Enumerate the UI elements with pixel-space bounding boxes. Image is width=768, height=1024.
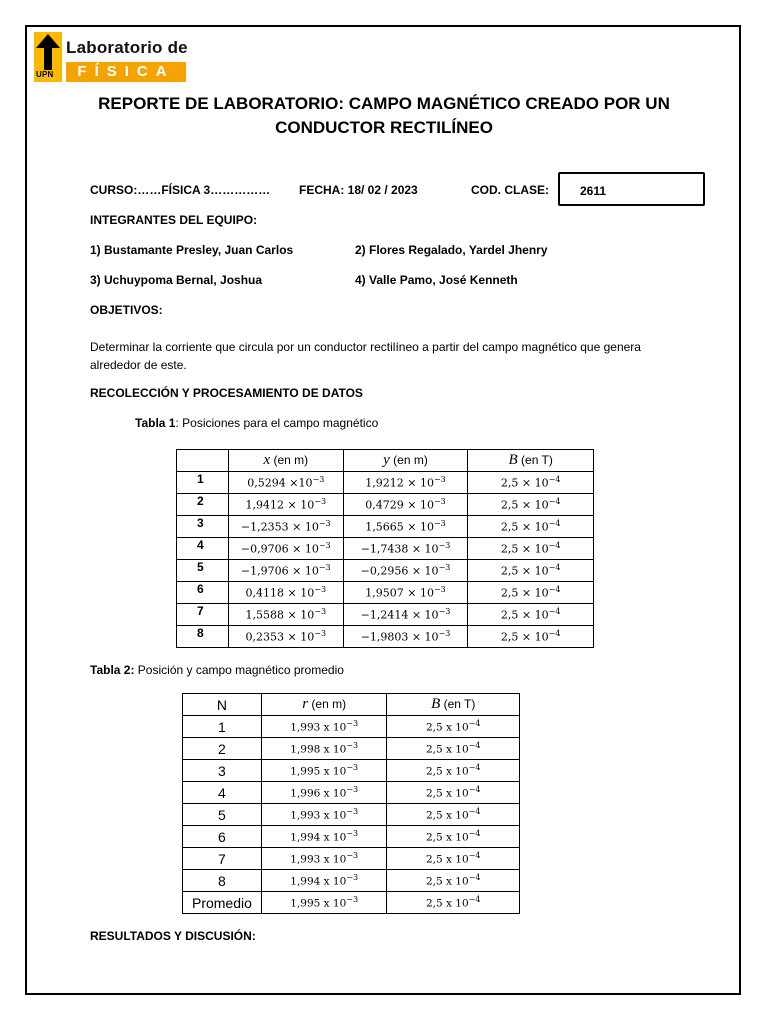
header-b	[387, 694, 520, 716]
header-b-unit: (en T)	[517, 453, 553, 467]
row-index: 5	[183, 804, 262, 826]
b-value-exponent: −4	[468, 785, 481, 795]
b-value	[387, 738, 520, 760]
logo-org: UPN	[36, 70, 54, 79]
y-value-exponent: −3	[433, 519, 446, 529]
table-header-row	[177, 450, 594, 472]
table-row	[177, 472, 594, 494]
y-value-mantissa: 1,5665 × 10	[365, 520, 434, 534]
team-member-1: 1) Bustamante Presley, Juan Carlos	[90, 243, 294, 257]
row-index: 3	[177, 516, 229, 538]
x-value-exponent: −3	[318, 541, 331, 551]
y-value	[343, 560, 468, 582]
b-value-mantissa: 2,5 x 10	[426, 831, 469, 844]
y-value-mantissa: −1,9803 × 10	[360, 630, 439, 644]
r-value-mantissa: 1,994 x 10	[290, 875, 347, 888]
x-value-mantissa: −1,9706 × 10	[240, 564, 319, 578]
average-table	[182, 693, 520, 914]
logo-line2: FÍSICA	[66, 62, 186, 82]
x-value-exponent: −3	[318, 563, 331, 573]
table1-caption-text: : Posiciones para el campo magnético	[175, 416, 379, 430]
b-value-mantissa: 2,5 x 10	[426, 809, 469, 822]
table-row	[177, 626, 594, 648]
r-value	[261, 760, 387, 782]
header-b-unit: (en T)	[440, 697, 476, 711]
y-value	[343, 538, 468, 560]
r-value	[261, 826, 387, 848]
b-value-exponent: −4	[468, 719, 481, 729]
table2-caption-text: Posición y campo magnético promedio	[134, 663, 344, 677]
team-member-2: 2) Flores Regalado, Yardel Jhenry	[355, 243, 548, 257]
b-value-mantissa: 2,5 × 10	[500, 542, 549, 556]
b-value-exponent: −4	[548, 519, 561, 529]
row-index: 4	[177, 538, 229, 560]
results-heading: RESULTADOS Y DISCUSIÓN:	[90, 929, 256, 943]
b-value-mantissa: 2,5 x 10	[426, 765, 469, 778]
team-heading: INTEGRANTES DEL EQUIPO:	[90, 213, 258, 227]
objectives-text: Determinar la corriente que circula por un conductor rectilíneo a partir del campo magnético que genera alrededor de este.	[90, 340, 641, 372]
b-value	[468, 516, 594, 538]
header-index	[177, 450, 229, 472]
x-value-mantissa: 1,9412 × 10	[245, 498, 315, 512]
y-value	[343, 472, 468, 494]
header-n: N	[183, 694, 262, 716]
y-value-exponent: −3	[438, 607, 451, 617]
b-value	[387, 716, 520, 738]
table2-caption-label: Tabla 2:	[90, 663, 135, 677]
x-value	[228, 494, 343, 516]
team-member-4: 4) Valle Pamo, José Kenneth	[355, 273, 518, 287]
table-row	[183, 738, 520, 760]
b-value-mantissa: 2,5 x 10	[426, 743, 469, 756]
header-r-unit: (en m)	[308, 697, 347, 711]
data-heading: RECOLECCIÓN Y PROCESAMIENTO DE DATOS	[90, 386, 363, 400]
y-value-mantissa: 1,9212 × 10	[365, 476, 434, 490]
header-x-symbol: x	[263, 452, 271, 468]
header-b-symbol: B	[431, 696, 441, 712]
r-value-exponent: −3	[346, 785, 359, 795]
r-value	[261, 892, 387, 914]
b-value	[468, 604, 594, 626]
date-field: FECHA: 18/ 02 / 2023	[299, 183, 418, 197]
table-row	[183, 826, 520, 848]
x-value-mantissa: −1,2353 × 10	[240, 520, 319, 534]
row-index: 2	[177, 494, 229, 516]
x-value	[228, 516, 343, 538]
r-value-exponent: −3	[346, 741, 359, 751]
x-value-mantissa: 1,5588 × 10	[245, 608, 315, 622]
header-y	[343, 450, 468, 472]
positions-table	[176, 449, 594, 648]
b-value-exponent: −4	[468, 763, 481, 773]
r-value-exponent: −3	[346, 829, 359, 839]
x-value-mantissa: 0,5294 ×10	[247, 476, 313, 490]
r-value	[261, 782, 387, 804]
header-b-symbol: B	[508, 452, 518, 468]
y-value	[343, 494, 468, 516]
r-value-mantissa: 1,993 x 10	[290, 809, 347, 822]
table-row	[183, 716, 520, 738]
table-row	[183, 782, 520, 804]
class-code-label: COD. CLASE:	[471, 183, 549, 197]
y-value	[343, 516, 468, 538]
y-value-exponent: −3	[433, 585, 446, 595]
x-value-exponent: −3	[314, 629, 327, 639]
table-row	[177, 582, 594, 604]
y-value-exponent: −3	[438, 563, 451, 573]
row-index: 7	[183, 848, 262, 870]
r-value-exponent: −3	[346, 763, 359, 773]
table-row	[177, 604, 594, 626]
table2-caption	[90, 663, 344, 677]
b-value-exponent: −4	[548, 563, 561, 573]
r-value-exponent: −3	[346, 873, 359, 883]
b-value	[468, 494, 594, 516]
r-value	[261, 738, 387, 760]
x-value	[228, 626, 343, 648]
header-r	[261, 694, 387, 716]
header-y-symbol: y	[383, 452, 390, 468]
r-value-mantissa: 1,995 x 10	[290, 765, 347, 778]
header-y-unit: (en m)	[389, 453, 428, 467]
b-value	[387, 892, 520, 914]
b-value-mantissa: 2,5 x 10	[426, 897, 469, 910]
b-value-exponent: −4	[548, 475, 561, 485]
header-b	[468, 450, 594, 472]
y-value-mantissa: −1,7438 × 10	[360, 542, 439, 556]
b-value-exponent: −4	[548, 585, 561, 595]
b-value-exponent: −4	[468, 851, 481, 861]
r-value-mantissa: 1,998 x 10	[290, 743, 347, 756]
header-r-symbol: r	[302, 696, 309, 712]
table-header-row	[183, 694, 520, 716]
r-value-mantissa: 1,995 x 10	[290, 897, 347, 910]
table-row	[183, 760, 520, 782]
r-value-mantissa: 1,993 x 10	[290, 853, 347, 866]
r-value-mantissa: 1,996 x 10	[290, 787, 347, 800]
table-row	[183, 870, 520, 892]
b-value-exponent: −4	[548, 497, 561, 507]
r-value	[261, 848, 387, 870]
table-row	[177, 538, 594, 560]
y-value	[343, 582, 468, 604]
row-index: 2	[183, 738, 262, 760]
header-x-unit: (en m)	[270, 453, 309, 467]
row-index: 1	[177, 472, 229, 494]
b-value	[468, 626, 594, 648]
r-value-mantissa: 1,994 x 10	[290, 831, 347, 844]
b-value-mantissa: 2,5 x 10	[426, 787, 469, 800]
y-value-mantissa: −0,2956 × 10	[360, 564, 439, 578]
header-x	[228, 450, 343, 472]
table-row	[177, 516, 594, 538]
x-value	[228, 472, 343, 494]
b-value	[468, 538, 594, 560]
r-value-exponent: −3	[346, 807, 359, 817]
b-value-mantissa: 2,5 × 10	[500, 586, 549, 600]
b-value-exponent: −4	[468, 895, 481, 905]
upn-arrow-icon	[34, 32, 62, 82]
x-value-exponent: −3	[314, 585, 327, 595]
y-value-exponent: −3	[433, 497, 446, 507]
table-row	[183, 892, 520, 914]
row-index: 3	[183, 760, 262, 782]
r-value-exponent: −3	[346, 851, 359, 861]
b-value	[387, 848, 520, 870]
x-value-mantissa: 0,2353 × 10	[245, 630, 315, 644]
class-code-box	[558, 172, 705, 206]
class-code-value: 2611	[580, 184, 607, 198]
course-field: CURSO:……FÍSICA 3……………	[90, 183, 271, 197]
x-value-exponent: −3	[318, 519, 331, 529]
table1-caption	[135, 416, 378, 430]
row-index: Promedio	[183, 892, 262, 914]
lab-logo	[34, 32, 186, 82]
table-row	[183, 804, 520, 826]
x-value	[228, 560, 343, 582]
b-value-exponent: −4	[548, 541, 561, 551]
b-value	[387, 870, 520, 892]
y-value	[343, 626, 468, 648]
x-value-exponent: −3	[314, 607, 327, 617]
b-value-mantissa: 2,5 × 10	[500, 498, 549, 512]
y-value-mantissa: 1,9507 × 10	[365, 586, 434, 600]
b-value-mantissa: 2,5 × 10	[500, 564, 549, 578]
row-index: 7	[177, 604, 229, 626]
y-value-exponent: −3	[438, 629, 451, 639]
logo-line1: Laboratorio de	[66, 38, 188, 57]
row-index: 8	[177, 626, 229, 648]
y-value-mantissa: 0,4729 × 10	[365, 498, 434, 512]
x-value	[228, 538, 343, 560]
b-value-mantissa: 2,5 x 10	[426, 853, 469, 866]
b-value	[468, 472, 594, 494]
row-index: 8	[183, 870, 262, 892]
team-member-3: 3) Uchuypoma Bernal, Joshua	[90, 273, 263, 287]
b-value-exponent: −4	[468, 807, 481, 817]
x-value	[228, 582, 343, 604]
row-index: 1	[183, 716, 262, 738]
b-value-mantissa: 2,5 × 10	[500, 608, 549, 622]
objectives-heading: OBJETIVOS:	[90, 303, 163, 317]
b-value-exponent: −4	[548, 607, 561, 617]
row-index: 4	[183, 782, 262, 804]
row-index: 6	[183, 826, 262, 848]
r-value-exponent: −3	[346, 895, 359, 905]
b-value	[387, 760, 520, 782]
b-value-exponent: −4	[548, 629, 561, 639]
y-value-exponent: −3	[433, 475, 446, 485]
b-value-exponent: −4	[468, 829, 481, 839]
x-value	[228, 604, 343, 626]
row-index: 6	[177, 582, 229, 604]
b-value	[387, 782, 520, 804]
y-value-mantissa: −1,2414 × 10	[360, 608, 439, 622]
x-value-exponent: −3	[314, 497, 327, 507]
b-value-mantissa: 2,5 × 10	[500, 630, 549, 644]
report-title: REPORTE DE LABORATORIO: CAMPO MAGNÉTICO CREADO POR UN CONDUCTOR RECTILÍNEO	[98, 94, 670, 137]
b-value	[468, 560, 594, 582]
x-value-mantissa: −0,9706 × 10	[240, 542, 319, 556]
b-value-mantissa: 2,5 × 10	[500, 520, 549, 534]
table-row	[177, 560, 594, 582]
b-value-mantissa: 2,5 x 10	[426, 721, 469, 734]
b-value	[468, 582, 594, 604]
row-index: 5	[177, 560, 229, 582]
r-value	[261, 716, 387, 738]
r-value	[261, 804, 387, 826]
b-value-mantissa: 2,5 x 10	[426, 875, 469, 888]
r-value-exponent: −3	[346, 719, 359, 729]
r-value-mantissa: 1,993 x 10	[290, 721, 347, 734]
table-row	[183, 848, 520, 870]
b-value-mantissa: 2,5 × 10	[500, 476, 549, 490]
x-value-exponent: −3	[312, 475, 325, 485]
b-value-exponent: −4	[468, 741, 481, 751]
x-value-mantissa: 0,4118 × 10	[245, 586, 315, 600]
table1-caption-label: Tabla 1	[135, 416, 176, 430]
b-value-exponent: −4	[468, 873, 481, 883]
r-value	[261, 870, 387, 892]
table-row	[177, 494, 594, 516]
b-value	[387, 804, 520, 826]
b-value	[387, 826, 520, 848]
y-value-exponent: −3	[438, 541, 451, 551]
y-value	[343, 604, 468, 626]
